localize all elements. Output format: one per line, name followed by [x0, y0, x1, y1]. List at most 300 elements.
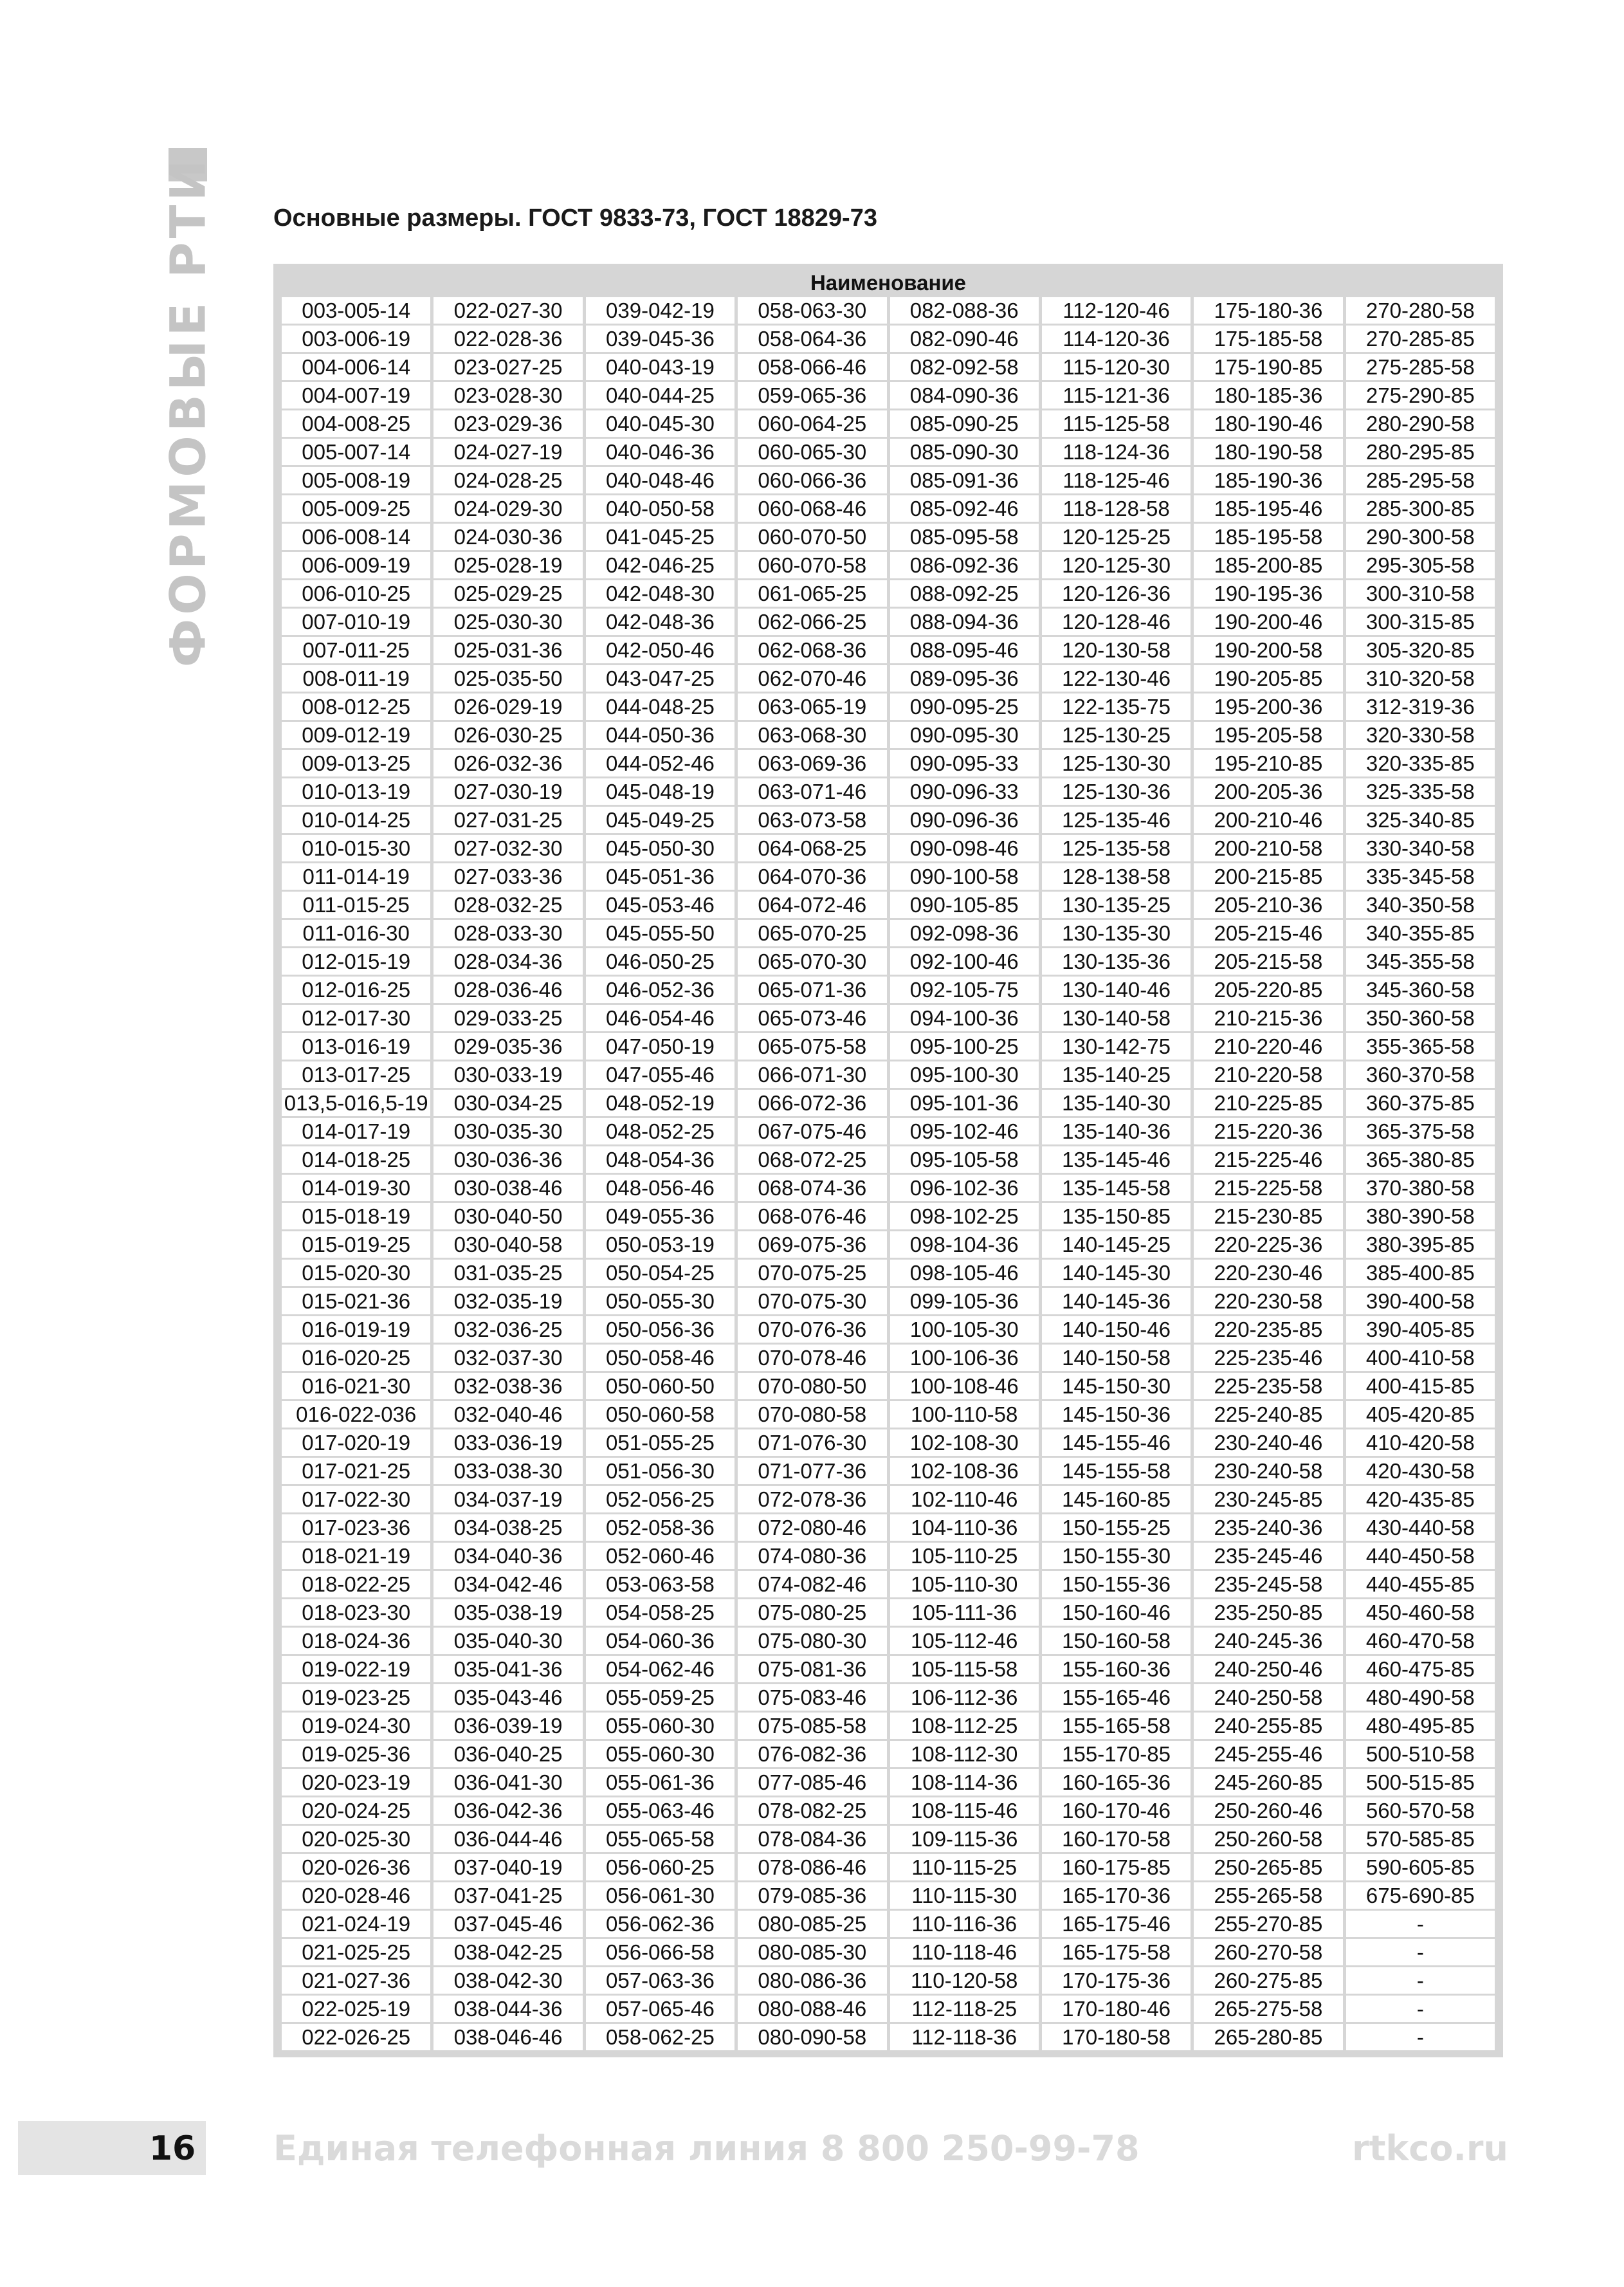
- table-cell: 080-085-25: [738, 1911, 886, 1937]
- table-cell: 335-345-58: [1346, 863, 1495, 890]
- table-cell: 066-071-30: [738, 1061, 886, 1088]
- table-cell: 004-007-19: [282, 382, 430, 409]
- table-cell: 035-041-36: [433, 1656, 582, 1682]
- table-cell: 070-076-36: [738, 1316, 886, 1343]
- table-cell: 058-063-30: [738, 297, 886, 324]
- table-cell: 400-410-58: [1346, 1345, 1495, 1371]
- table-cell: 039-042-19: [586, 297, 734, 324]
- table-cell: 110-115-25: [890, 1854, 1039, 1880]
- table-cell: 500-515-85: [1346, 1769, 1495, 1796]
- table-cell: 022-028-36: [433, 326, 582, 352]
- table-cell: 280-295-85: [1346, 439, 1495, 465]
- table-cell: 260-275-85: [1194, 1967, 1342, 1994]
- table-cell: 290-300-58: [1346, 524, 1495, 550]
- table-cell: 023-029-36: [433, 410, 582, 437]
- page-heading: Основные размеры. ГОСТ 9833-73, ГОСТ 18829-73: [273, 205, 877, 232]
- table-row: [282, 1005, 1495, 1031]
- table-cell: 006-008-14: [282, 524, 430, 550]
- table-cell: 064-070-36: [738, 863, 886, 890]
- table-cell: 068-076-46: [738, 1203, 886, 1229]
- table-cell: 118-124-36: [1042, 439, 1191, 465]
- sizes-table-container: [273, 264, 1503, 2057]
- table-cell: 003-006-19: [282, 326, 430, 352]
- table-cell: 115-125-58: [1042, 410, 1191, 437]
- table-cell: 045-051-36: [586, 863, 734, 890]
- table-cell: 052-058-36: [586, 1514, 734, 1541]
- table-cell: 003-005-14: [282, 297, 430, 324]
- table-cell: 015-021-36: [282, 1288, 430, 1314]
- table-cell: 082-090-46: [890, 326, 1039, 352]
- table-cell: 220-230-46: [1194, 1260, 1342, 1286]
- table-cell: 215-225-58: [1194, 1175, 1342, 1201]
- table-cell: 033-036-19: [433, 1429, 582, 1456]
- table-cell: 270-285-85: [1346, 326, 1495, 352]
- table-row: [282, 892, 1495, 918]
- table-cell: 010-013-19: [282, 778, 430, 805]
- table-row: [282, 297, 1495, 324]
- table-cell: 140-150-46: [1042, 1316, 1191, 1343]
- table-cell: 043-047-25: [586, 665, 734, 692]
- table-cell: 145-160-85: [1042, 1486, 1191, 1512]
- table-cell: 125-130-36: [1042, 778, 1191, 805]
- table-cell: 045-050-30: [586, 835, 734, 861]
- table-cell: 060-070-58: [738, 552, 886, 578]
- table-cell: 056-066-58: [586, 1939, 734, 1965]
- table-cell: 240-245-36: [1194, 1628, 1342, 1654]
- table-cell: 130-135-30: [1042, 920, 1191, 946]
- table-cell: 020-028-46: [282, 1882, 430, 1909]
- table-cell: 210-220-58: [1194, 1061, 1342, 1088]
- table-cell: 275-290-85: [1346, 382, 1495, 409]
- table-cell: 080-086-36: [738, 1967, 886, 1994]
- table-cell: 063-073-58: [738, 807, 886, 833]
- table-cell: 016-022-036: [282, 1401, 430, 1428]
- table-cell: 125-130-25: [1042, 722, 1191, 748]
- table-cell: 018-021-19: [282, 1543, 430, 1569]
- table-row: [282, 863, 1495, 890]
- table-cell: 310-320-58: [1346, 665, 1495, 692]
- table-cell: 155-165-58: [1042, 1713, 1191, 1739]
- table-cell: 090-096-33: [890, 778, 1039, 805]
- table-cell: 012-015-19: [282, 948, 430, 975]
- table-cell: 021-025-25: [282, 1939, 430, 1965]
- table-row: [282, 1854, 1495, 1880]
- table-row: [282, 1429, 1495, 1456]
- table-cell: 170-180-46: [1042, 1996, 1191, 2022]
- table-cell: 041-045-25: [586, 524, 734, 550]
- table-cell: 120-125-30: [1042, 552, 1191, 578]
- table-cell: 055-060-30: [586, 1741, 734, 1767]
- table-header: Наименование: [282, 271, 1495, 295]
- table-cell: 011-016-30: [282, 920, 430, 946]
- table-cell: 090-100-58: [890, 863, 1039, 890]
- table-cell: 122-130-46: [1042, 665, 1191, 692]
- table-cell: 035-040-30: [433, 1628, 582, 1654]
- table-cell: 118-125-46: [1042, 467, 1191, 493]
- table-row: [282, 1628, 1495, 1654]
- table-cell: 230-245-85: [1194, 1486, 1342, 1512]
- table-cell: 215-225-46: [1194, 1146, 1342, 1173]
- table-cell: 100-110-58: [890, 1401, 1039, 1428]
- table-cell: 420-430-58: [1346, 1458, 1495, 1484]
- table-cell: 074-080-36: [738, 1543, 886, 1569]
- table-cell: 380-390-58: [1346, 1203, 1495, 1229]
- table-cell: 068-074-36: [738, 1175, 886, 1201]
- table-cell: 034-038-25: [433, 1514, 582, 1541]
- table-cell: 112-118-36: [890, 2024, 1039, 2050]
- table-cell: 320-335-85: [1346, 750, 1495, 776]
- table-row: [282, 1345, 1495, 1371]
- table-row: [282, 778, 1495, 805]
- table-cell: 016-020-25: [282, 1345, 430, 1371]
- table-cell: 090-098-46: [890, 835, 1039, 861]
- table-cell: 054-058-25: [586, 1599, 734, 1626]
- table-cell: 044-048-25: [586, 693, 734, 720]
- table-cell: 048-056-46: [586, 1175, 734, 1201]
- table-cell: 027-033-36: [433, 863, 582, 890]
- table-cell: 008-011-19: [282, 665, 430, 692]
- table-cell: 019-022-19: [282, 1656, 430, 1682]
- table-cell: 365-380-85: [1346, 1146, 1495, 1173]
- table-cell: 150-155-36: [1042, 1571, 1191, 1597]
- table-row: [282, 920, 1495, 946]
- table-cell: 265-275-58: [1194, 1996, 1342, 2022]
- table-cell: 032-038-36: [433, 1373, 582, 1399]
- table-cell: 106-112-36: [890, 1684, 1039, 1711]
- table-cell: 028-033-30: [433, 920, 582, 946]
- table-cell: 120-128-46: [1042, 609, 1191, 635]
- table-cell: 079-085-36: [738, 1882, 886, 1909]
- table-cell: 078-082-25: [738, 1797, 886, 1824]
- table-cell: 235-250-85: [1194, 1599, 1342, 1626]
- table-cell: 011-015-25: [282, 892, 430, 918]
- table-cell: 325-335-58: [1346, 778, 1495, 805]
- table-cell: 037-045-46: [433, 1911, 582, 1937]
- table-cell: 023-028-30: [433, 382, 582, 409]
- table-cell: 175-190-85: [1194, 354, 1342, 380]
- page-number: 16: [149, 2129, 196, 2168]
- table-row: [282, 835, 1495, 861]
- table-cell: 030-033-19: [433, 1061, 582, 1088]
- table-cell: 300-310-58: [1346, 580, 1495, 607]
- table-cell: 092-098-36: [890, 920, 1039, 946]
- table-cell: 066-072-36: [738, 1090, 886, 1116]
- table-cell: 080-088-46: [738, 1996, 886, 2022]
- table-row: [282, 1797, 1495, 1824]
- table-cell: 098-102-25: [890, 1203, 1039, 1229]
- table-cell: 250-260-46: [1194, 1797, 1342, 1824]
- table-cell: 165-175-46: [1042, 1911, 1191, 1937]
- table-cell: 004-006-14: [282, 354, 430, 380]
- table-cell: 300-315-85: [1346, 609, 1495, 635]
- table-row: [282, 1571, 1495, 1597]
- table-cell: 125-130-30: [1042, 750, 1191, 776]
- table-cell: 010-014-25: [282, 807, 430, 833]
- table-cell: -: [1346, 1996, 1495, 2022]
- table-cell: 070-075-25: [738, 1260, 886, 1286]
- table-cell: 024-030-36: [433, 524, 582, 550]
- table-cell: 220-225-36: [1194, 1231, 1342, 1258]
- table-cell: 110-118-46: [890, 1939, 1039, 1965]
- table-cell: 225-240-85: [1194, 1401, 1342, 1428]
- table-cell: 135-140-25: [1042, 1061, 1191, 1088]
- table-cell: 025-028-19: [433, 552, 582, 578]
- table-cell: 040-048-46: [586, 467, 734, 493]
- table-cell: 048-052-25: [586, 1118, 734, 1144]
- table-cell: 007-011-25: [282, 637, 430, 663]
- table-cell: 086-092-36: [890, 552, 1039, 578]
- table-row: [282, 1826, 1495, 1852]
- table-cell: 440-455-85: [1346, 1571, 1495, 1597]
- table-cell: 018-022-25: [282, 1571, 430, 1597]
- table-cell: 098-104-36: [890, 1231, 1039, 1258]
- table-cell: 070-075-30: [738, 1288, 886, 1314]
- table-cell: 015-018-19: [282, 1203, 430, 1229]
- table-cell: 050-054-25: [586, 1260, 734, 1286]
- table-cell: 094-100-36: [890, 1005, 1039, 1031]
- table-row: [282, 1684, 1495, 1711]
- table-cell: 054-062-46: [586, 1656, 734, 1682]
- table-row: [282, 977, 1495, 1003]
- table-cell: 220-235-85: [1194, 1316, 1342, 1343]
- table-cell: 027-032-30: [433, 835, 582, 861]
- table-cell: 007-010-19: [282, 609, 430, 635]
- table-cell: 175-185-58: [1194, 326, 1342, 352]
- table-cell: 036-039-19: [433, 1713, 582, 1739]
- table-cell: 036-041-30: [433, 1769, 582, 1796]
- table-cell: 015-019-25: [282, 1231, 430, 1258]
- table-row: [282, 1741, 1495, 1767]
- table-cell: 065-070-30: [738, 948, 886, 975]
- table-cell: 048-052-19: [586, 1090, 734, 1116]
- table-cell: 020-025-30: [282, 1826, 430, 1852]
- table-row: [282, 1061, 1495, 1088]
- table-cell: 013,5-016,5-19: [282, 1090, 430, 1116]
- table-cell: 150-160-46: [1042, 1599, 1191, 1626]
- table-cell: 480-495-85: [1346, 1713, 1495, 1739]
- table-cell: 057-065-46: [586, 1996, 734, 2022]
- table-cell: 065-071-36: [738, 977, 886, 1003]
- table-cell: 014-018-25: [282, 1146, 430, 1173]
- table-row: [282, 1260, 1495, 1286]
- table-cell: 345-360-58: [1346, 977, 1495, 1003]
- table-cell: 080-085-30: [738, 1939, 886, 1965]
- table-cell: 560-570-58: [1346, 1797, 1495, 1824]
- table-row: [282, 1458, 1495, 1484]
- table-cell: 042-048-36: [586, 609, 734, 635]
- table-cell: 190-195-36: [1194, 580, 1342, 607]
- table-cell: 114-120-36: [1042, 326, 1191, 352]
- table-cell: 090-095-30: [890, 722, 1039, 748]
- table-cell: 135-145-46: [1042, 1146, 1191, 1173]
- table-cell: 038-042-25: [433, 1939, 582, 1965]
- table-cell: 160-175-85: [1042, 1854, 1191, 1880]
- table-cell: 185-190-36: [1194, 467, 1342, 493]
- table-cell: 020-024-25: [282, 1797, 430, 1824]
- table-cell: 130-142-75: [1042, 1033, 1191, 1060]
- table-cell: 110-120-58: [890, 1967, 1039, 1994]
- table-cell: 050-058-46: [586, 1345, 734, 1371]
- table-cell: 021-024-19: [282, 1911, 430, 1937]
- table-cell: 032-040-46: [433, 1401, 582, 1428]
- table-cell: -: [1346, 1911, 1495, 1937]
- table-cell: 405-420-85: [1346, 1401, 1495, 1428]
- table-row: [282, 1288, 1495, 1314]
- table-cell: 070-080-58: [738, 1401, 886, 1428]
- table-cell: 030-038-46: [433, 1175, 582, 1201]
- table-cell: 255-265-58: [1194, 1882, 1342, 1909]
- table-cell: 190-200-46: [1194, 609, 1342, 635]
- table-cell: 085-092-46: [890, 495, 1039, 522]
- website-link[interactable]: rtkco.ru: [1351, 2128, 1508, 2169]
- table-cell: 071-076-30: [738, 1429, 886, 1456]
- table-cell: 051-055-25: [586, 1429, 734, 1456]
- table-cell: 036-044-46: [433, 1826, 582, 1852]
- table-cell: 215-230-85: [1194, 1203, 1342, 1229]
- table-cell: 030-035-30: [433, 1118, 582, 1144]
- table-cell: 016-021-30: [282, 1373, 430, 1399]
- table-cell: 056-061-30: [586, 1882, 734, 1909]
- table-cell: 077-085-46: [738, 1769, 886, 1796]
- table-row: [282, 1514, 1495, 1541]
- table-cell: 055-059-25: [586, 1684, 734, 1711]
- table-row: [282, 326, 1495, 352]
- table-cell: 046-050-25: [586, 948, 734, 975]
- table-cell: 009-012-19: [282, 722, 430, 748]
- table-cell: 006-010-25: [282, 580, 430, 607]
- table-cell: 045-049-25: [586, 807, 734, 833]
- table-cell: 225-235-58: [1194, 1373, 1342, 1399]
- table-cell: 104-110-36: [890, 1514, 1039, 1541]
- table-cell: 063-071-46: [738, 778, 886, 805]
- table-cell: 128-138-58: [1042, 863, 1191, 890]
- table-cell: 063-069-36: [738, 750, 886, 776]
- table-cell: 022-025-19: [282, 1996, 430, 2022]
- table-cell: 165-170-36: [1042, 1882, 1191, 1909]
- table-cell: 027-031-25: [433, 807, 582, 833]
- table-cell: 190-200-58: [1194, 637, 1342, 663]
- table-cell: 061-065-25: [738, 580, 886, 607]
- table-cell: 285-295-58: [1346, 467, 1495, 493]
- table-row: [282, 1911, 1495, 1937]
- table-cell: 210-220-46: [1194, 1033, 1342, 1060]
- table-cell: 225-235-46: [1194, 1345, 1342, 1371]
- table-cell: 112-118-25: [890, 1996, 1039, 2022]
- table-cell: 145-155-58: [1042, 1458, 1191, 1484]
- table-cell: 065-073-46: [738, 1005, 886, 1031]
- table-cell: 390-400-58: [1346, 1288, 1495, 1314]
- table-cell: 480-490-58: [1346, 1684, 1495, 1711]
- table-cell: 185-195-46: [1194, 495, 1342, 522]
- table-cell: 102-110-46: [890, 1486, 1039, 1512]
- table-cell: 145-155-46: [1042, 1429, 1191, 1456]
- table-cell: 195-210-85: [1194, 750, 1342, 776]
- table-cell: 050-053-19: [586, 1231, 734, 1258]
- table-cell: 075-081-36: [738, 1656, 886, 1682]
- table-cell: 115-121-36: [1042, 382, 1191, 409]
- table-cell: 105-112-46: [890, 1628, 1039, 1654]
- table-cell: 078-084-36: [738, 1826, 886, 1852]
- table-cell: 255-270-85: [1194, 1911, 1342, 1937]
- table-row: [282, 382, 1495, 409]
- table-cell: 215-220-36: [1194, 1118, 1342, 1144]
- table-cell: 026-029-19: [433, 693, 582, 720]
- table-cell: 051-056-30: [586, 1458, 734, 1484]
- table-row: [282, 1316, 1495, 1343]
- table-cell: 045-053-46: [586, 892, 734, 918]
- table-cell: 085-090-25: [890, 410, 1039, 437]
- table-cell: 017-020-19: [282, 1429, 430, 1456]
- table-cell: 040-050-58: [586, 495, 734, 522]
- table-cell: 055-060-30: [586, 1713, 734, 1739]
- table-row: [282, 410, 1495, 437]
- table-cell: 500-510-58: [1346, 1741, 1495, 1767]
- table-cell: 019-025-36: [282, 1741, 430, 1767]
- table-cell: 058-066-46: [738, 354, 886, 380]
- table-row: [282, 1175, 1495, 1201]
- table-row: [282, 1486, 1495, 1512]
- table-cell: 105-115-58: [890, 1656, 1039, 1682]
- table-cell: 058-062-25: [586, 2024, 734, 2050]
- sizes-table: [278, 269, 1498, 2052]
- table-cell: 026-030-25: [433, 722, 582, 748]
- table-cell: 062-068-36: [738, 637, 886, 663]
- table-cell: 040-044-25: [586, 382, 734, 409]
- table-cell: 042-046-25: [586, 552, 734, 578]
- table-cell: 056-060-25: [586, 1854, 734, 1880]
- table-cell: 055-065-58: [586, 1826, 734, 1852]
- table-cell: 130-135-36: [1042, 948, 1191, 975]
- table-cell: 042-048-30: [586, 580, 734, 607]
- table-row: [282, 2024, 1495, 2050]
- table-cell: 057-063-36: [586, 1967, 734, 1994]
- table-cell: 285-300-85: [1346, 495, 1495, 522]
- table-row: [282, 1373, 1495, 1399]
- table-cell: 017-021-25: [282, 1458, 430, 1484]
- table-cell: 150-155-25: [1042, 1514, 1191, 1541]
- table-cell: 340-350-58: [1346, 892, 1495, 918]
- table-cell: 031-035-25: [433, 1260, 582, 1286]
- table-cell: 060-068-46: [738, 495, 886, 522]
- table-cell: 008-012-25: [282, 693, 430, 720]
- table-cell: 110-115-30: [890, 1882, 1039, 1909]
- table-cell: 312-319-36: [1346, 693, 1495, 720]
- table-cell: 015-020-30: [282, 1260, 430, 1286]
- table-cell: 060-070-50: [738, 524, 886, 550]
- table-row: [282, 750, 1495, 776]
- table-cell: 042-050-46: [586, 637, 734, 663]
- table-cell: 210-225-85: [1194, 1090, 1342, 1116]
- table-cell: 105-111-36: [890, 1599, 1039, 1626]
- table-cell: 030-036-36: [433, 1146, 582, 1173]
- table-cell: 330-340-58: [1346, 835, 1495, 861]
- table-cell: 150-155-30: [1042, 1543, 1191, 1569]
- table-row: [282, 552, 1495, 578]
- table-cell: 185-200-85: [1194, 552, 1342, 578]
- table-cell: 245-255-46: [1194, 1741, 1342, 1767]
- table-cell: 130-140-58: [1042, 1005, 1191, 1031]
- table-cell: 125-135-46: [1042, 807, 1191, 833]
- table-cell: 009-013-25: [282, 750, 430, 776]
- table-cell: 023-027-25: [433, 354, 582, 380]
- table-cell: 004-008-25: [282, 410, 430, 437]
- table-cell: 035-038-19: [433, 1599, 582, 1626]
- table-cell: 085-090-30: [890, 439, 1039, 465]
- table-cell: 034-040-36: [433, 1543, 582, 1569]
- table-cell: 160-165-36: [1042, 1769, 1191, 1796]
- table-cell: 105-110-30: [890, 1571, 1039, 1597]
- table-cell: 088-095-46: [890, 637, 1039, 663]
